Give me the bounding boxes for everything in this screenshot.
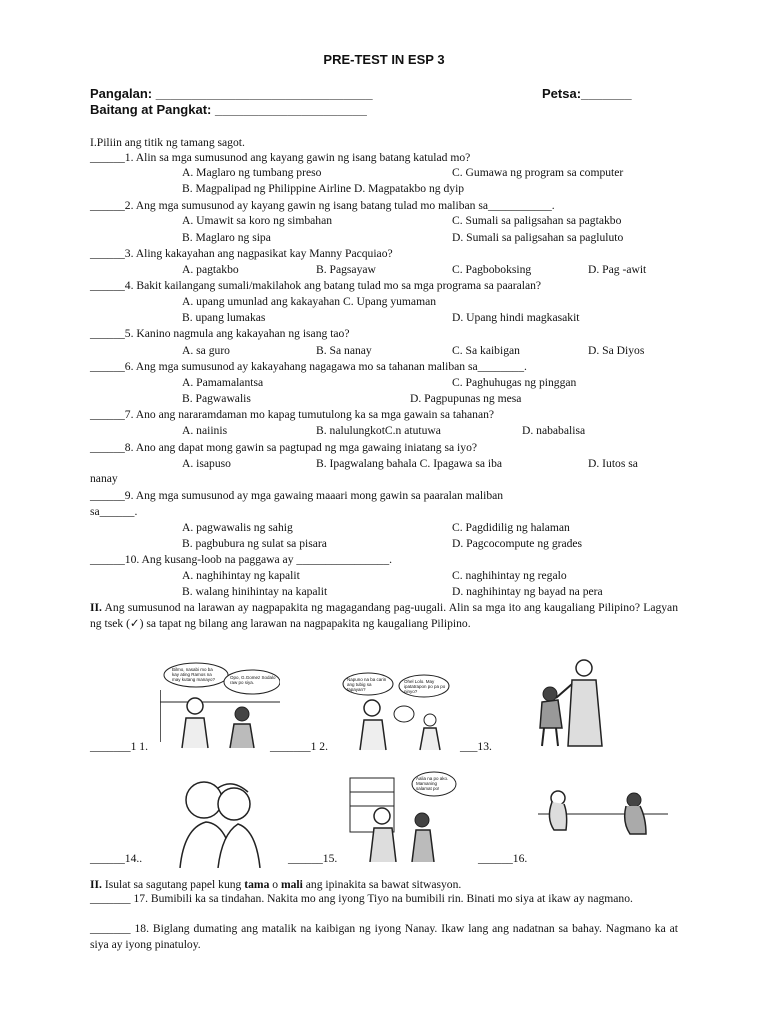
part3-text-b: ang ipinakita sa bawat sitwasyon.: [302, 878, 462, 891]
q9-choice-b: B. pagbubura ng sulat sa pisara: [182, 537, 327, 550]
q9-choice-d: D. Pagcocompute ng grades: [452, 537, 583, 550]
q5-choice-c: C. Sa kaibigan: [452, 344, 520, 357]
item-12[interactable]: _______1 2.: [270, 740, 328, 753]
part2-label: II.: [90, 601, 102, 614]
q7-choice-d: D. nababalisa: [522, 424, 586, 437]
bubble-11a: Bilmo, nasabi mo ba kay ating Ramos na may kutang manayo?: [172, 667, 216, 682]
q6-choice-b: B. Pagwawalis: [182, 392, 251, 405]
picture-15: [348, 770, 458, 862]
q3-choice-b: B. Pagsayaw: [316, 263, 376, 276]
picture-11: [160, 662, 280, 750]
question-18: _______ 18. Biglang dumating ang matalik na kaibigan ng iyong Nanay. Ikaw lang ang nadatnan sa bahay. Nagmano ka at siya ay iyong pinatuloy.: [90, 922, 678, 951]
q2-choice-b: B. Maglaro ng sipa: [182, 231, 271, 244]
q4-choice-ac: A. upang umunlad ang kakayahan C. Upang yumaman: [182, 295, 437, 308]
picture-16: [538, 778, 668, 848]
q6-choice-d: D. Pagpupunas ng mesa: [410, 392, 522, 405]
part3-instruction: [90, 878, 461, 892]
picture-12: [342, 672, 452, 752]
q4-choice-b: B. upang lumakas: [182, 311, 266, 324]
question-8: ______8. Ano ang dapat mong gawin sa pagtupad ng mga gawaing iniatang sa iyo?: [90, 441, 478, 454]
question-1: ______1. Alin sa mga sumusunod ang kayang gawin ng isang batang katulad mo?: [90, 151, 471, 164]
bubble-12b: Ohel Lolo. May ipatatrapon po pa po ninyo?: [404, 679, 446, 694]
q1-choice-bd: B. Magpalipad ng Philippine Airline D. Magpatakbo ng dyip: [182, 182, 465, 195]
part1-instruction: I.Piliin ang titik ng tamang sagot.: [90, 136, 245, 149]
q9-choice-a: A. pagwawalis ng sahig: [182, 521, 293, 534]
q8-choice-a: A. isapuso: [182, 457, 231, 470]
part3-label: II.: [90, 878, 102, 891]
bubble-15: Aalia na po ako. Mamaning salamat po!: [416, 776, 449, 791]
part3-text-a: Isulat sa sagutang papel kung: [101, 878, 245, 891]
bubble-11b: Opo, G.Gomez Sodalo raw po siya.: [230, 675, 276, 685]
q10-choice-a: A. naghihintay ng kapalit: [182, 569, 300, 582]
word-tama: tama: [244, 878, 270, 891]
question-9: ______9. Ang mga sumusunod ay mga gawaing maaari mong gawin sa paaralan maliban: [90, 489, 504, 502]
item-11[interactable]: _______1 1.: [90, 740, 148, 753]
question-5: ______5. Kanino nagmula ang kakayahan ng isang tao?: [90, 327, 350, 340]
q3-choice-d: D. Pag -awit: [588, 263, 647, 276]
picture-13-drawing: [528, 658, 608, 750]
q8-choice-bc: B. Ipagwalang bahala C. Ipagawa sa iba: [316, 457, 503, 470]
q9-continuation: sa______.: [90, 505, 138, 518]
q5-choice-d: D. Sa Diyos: [588, 344, 645, 357]
part2-instruction: [90, 600, 678, 632]
picture-16-drawing: [538, 778, 668, 848]
item-16[interactable]: ______16.: [478, 852, 528, 865]
q7-choice-a: A. naiinis: [182, 424, 228, 437]
q6-choice-a: A. Pamamalantsa: [182, 376, 264, 389]
question-3: ______3. Aling kakayahan ang nagpasikat kay Manny Pacquiao?: [90, 247, 393, 260]
part3-text-o: o: [269, 878, 281, 891]
question-2: ______2. Ang mga sumusunod ay kayang gawin ng isang batang tulad mo maliban sa___________.: [90, 199, 555, 212]
grade-section-field[interactable]: Baitang at Pangkat: _____________________: [90, 102, 367, 117]
q10-choice-c: C. naghihintay ng regalo: [452, 569, 567, 582]
q6-choice-c: C. Paghuhugas ng pinggan: [452, 376, 577, 389]
q2-choice-d: D. Sumali sa paligsahan sa pagluluto: [452, 231, 624, 244]
q5-choice-a: A. sa guro: [182, 344, 230, 357]
q1-choice-a: A. Maglaro ng tumbang preso: [182, 166, 322, 179]
q7-choice-bc: B. nalulungkotC.n atutuwa: [316, 424, 441, 437]
q10-choice-b: B. walang hinihintay na kapalit: [182, 585, 328, 598]
picture-14: [168, 774, 268, 868]
item-14[interactable]: ______14..: [90, 852, 143, 865]
question-6: ______6. Ang mga sumusunod ay kakayahang nagagawa mo sa tahanan maliban sa________.: [90, 360, 527, 373]
q3-choice-a: A. pagtakbo: [182, 263, 239, 276]
item-13[interactable]: ___13.: [460, 740, 492, 753]
picture-13: [528, 658, 608, 750]
question-10: ______10. Ang kusang-loob na paggawa ay ________________.: [90, 553, 393, 566]
bubble-12a: Napuno na ba carin ang tubig sa tapayan?: [347, 677, 387, 692]
q2-choice-c: C. Sumali sa paligsahan sa pagtakbo: [452, 214, 622, 227]
q8-continuation: nanay: [90, 472, 118, 485]
part2-text: Ang sumusunod na larawan ay nagpapakita ng magagandang pag-uugali. Alin sa mga ito ang kaugaliang Pilipino? Lagyan ng tsek (✓) sa tapat ng bilang ang larawan na nagpapakita ng kaugaliang Pilipino.: [90, 601, 678, 630]
q1-choice-c: C. Gumawa ng program sa computer: [452, 166, 624, 179]
picture-14-drawing: [168, 774, 268, 868]
date-field[interactable]: Petsa:_______: [542, 86, 632, 101]
question-4: ______4. Bakit kailangang sumali/makilahok ang batang tulad mo sa mga programa sa paaralan?: [90, 279, 542, 292]
question-17: _______ 17. Bumibili ka sa tindahan. Nakita mo ang iyong Tiyo na bumibili rin. Binati mo siya at ikaw ay nagmano.: [90, 892, 633, 905]
q9-choice-c: C. Pagdidilig ng halaman: [452, 521, 570, 534]
q4-choice-d: D. Upang hindi magkasakit: [452, 311, 580, 324]
q8-choice-d: D. Iutos sa: [588, 457, 638, 470]
item-15[interactable]: ______15.: [288, 852, 338, 865]
question-7: ______7. Ano ang nararamdaman mo kapag tumutulong ka sa mga gawain sa tahanan?: [90, 408, 495, 421]
q2-choice-a: A. Umawit sa koro ng simbahan: [182, 214, 333, 227]
page-title: PRE-TEST IN ESP 3: [323, 52, 445, 67]
name-field[interactable]: Pangalan: ______________________________: [90, 86, 373, 101]
word-mali: mali: [280, 878, 303, 891]
q3-choice-c: C. Pagboboksing: [452, 263, 532, 276]
q5-choice-b: B. Sa nanay: [316, 344, 372, 357]
q10-choice-d: D. naghihintay ng bayad na pera: [452, 585, 603, 598]
